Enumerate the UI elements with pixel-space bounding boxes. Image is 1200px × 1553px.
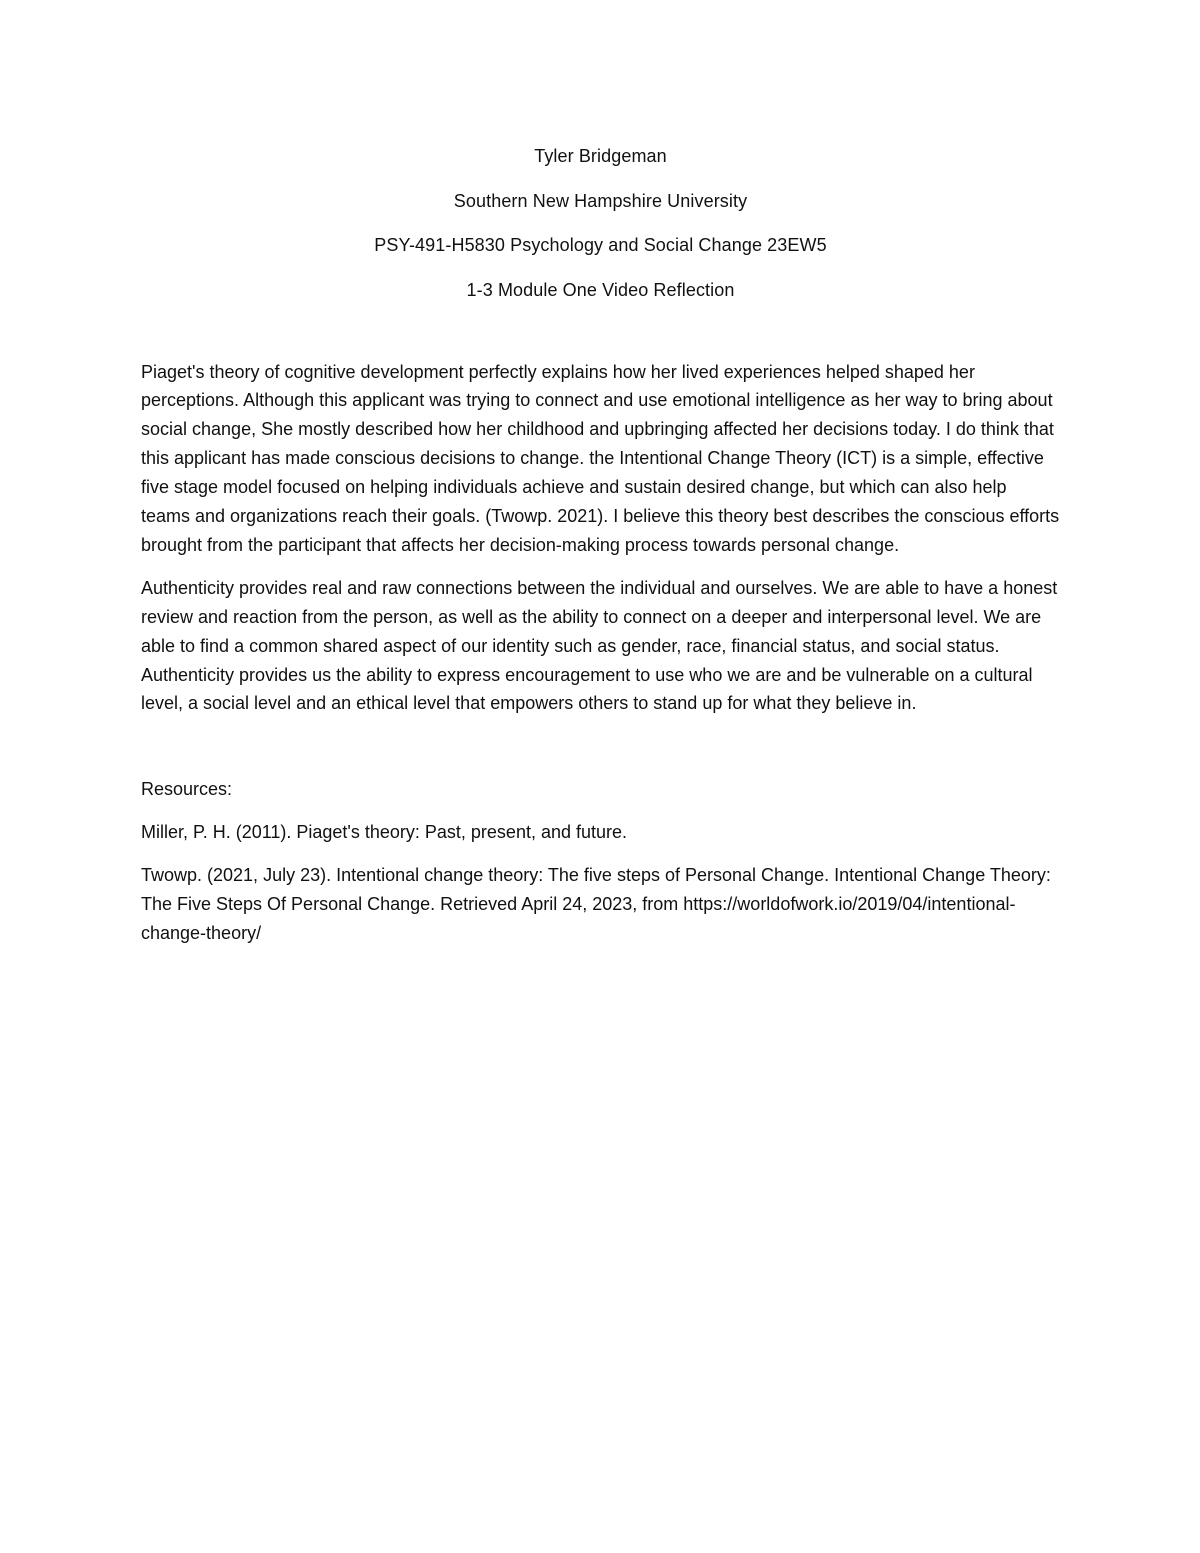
document-body: [141, 358, 1060, 719]
body-paragraph-2: Authenticity provides real and raw connections between the individual and ourselves. We are able to have a honest review and reaction from the person, as well as the ability to connect on a deeper and interpersonal level. We are able to find a common shared aspect of our identity such as gender, race, financial status, and social status. Authenticity provides us the ability to express encouragement to use who we are and be vulnerable on a cultural level, a social level and an ethical level that empowers others to stand up for what they believe in.: [141, 577, 1058, 714]
resources-heading: Resources:: [141, 779, 233, 800]
institution-name: Southern New Hampshire University: [453, 190, 748, 211]
assignment-title: 1-3 Module One Video Reflection: [466, 279, 735, 300]
title-block: [141, 145, 1060, 301]
reference-2: Twowp. (2021, July 23). Intentional change theory: The five steps of Personal Change. Intentional Change Theory: The Five Steps Of Personal Change. Retrieved April 24, 2023, from https://worldofwork.io/2019/04/intentional-change-theory/: [141, 865, 1051, 943]
body-paragraph-1: Piaget's theory of cognitive development perfectly explains how her lived experiences helped shaped her perceptions. Although this applicant was trying to connect and use emotional intelligence as her way to bring about social change, She mostly described how her childhood and upbringing affected her decisions today. I do think that this applicant has made conscious decisions to change. the Intentional Change Theory (ICT) is a simple, effective five stage model focused on helping individuals achieve and sustain desired change, but which can also help teams and organizations reach their goals. (Twowp. 2021). I believe this theory best describes the conscious efforts brought from the participant that affects her decision-making process towards personal change.: [141, 361, 1060, 555]
resources-section: [141, 775, 1060, 948]
reference-1: Miller, P. H. (2011). Piaget's theory: Past, present, and future.: [141, 822, 628, 843]
author-name: Tyler Bridgeman: [534, 146, 667, 166]
course-title: PSY-491-H5830 Psychology and Social Change 23EW5: [374, 235, 827, 255]
